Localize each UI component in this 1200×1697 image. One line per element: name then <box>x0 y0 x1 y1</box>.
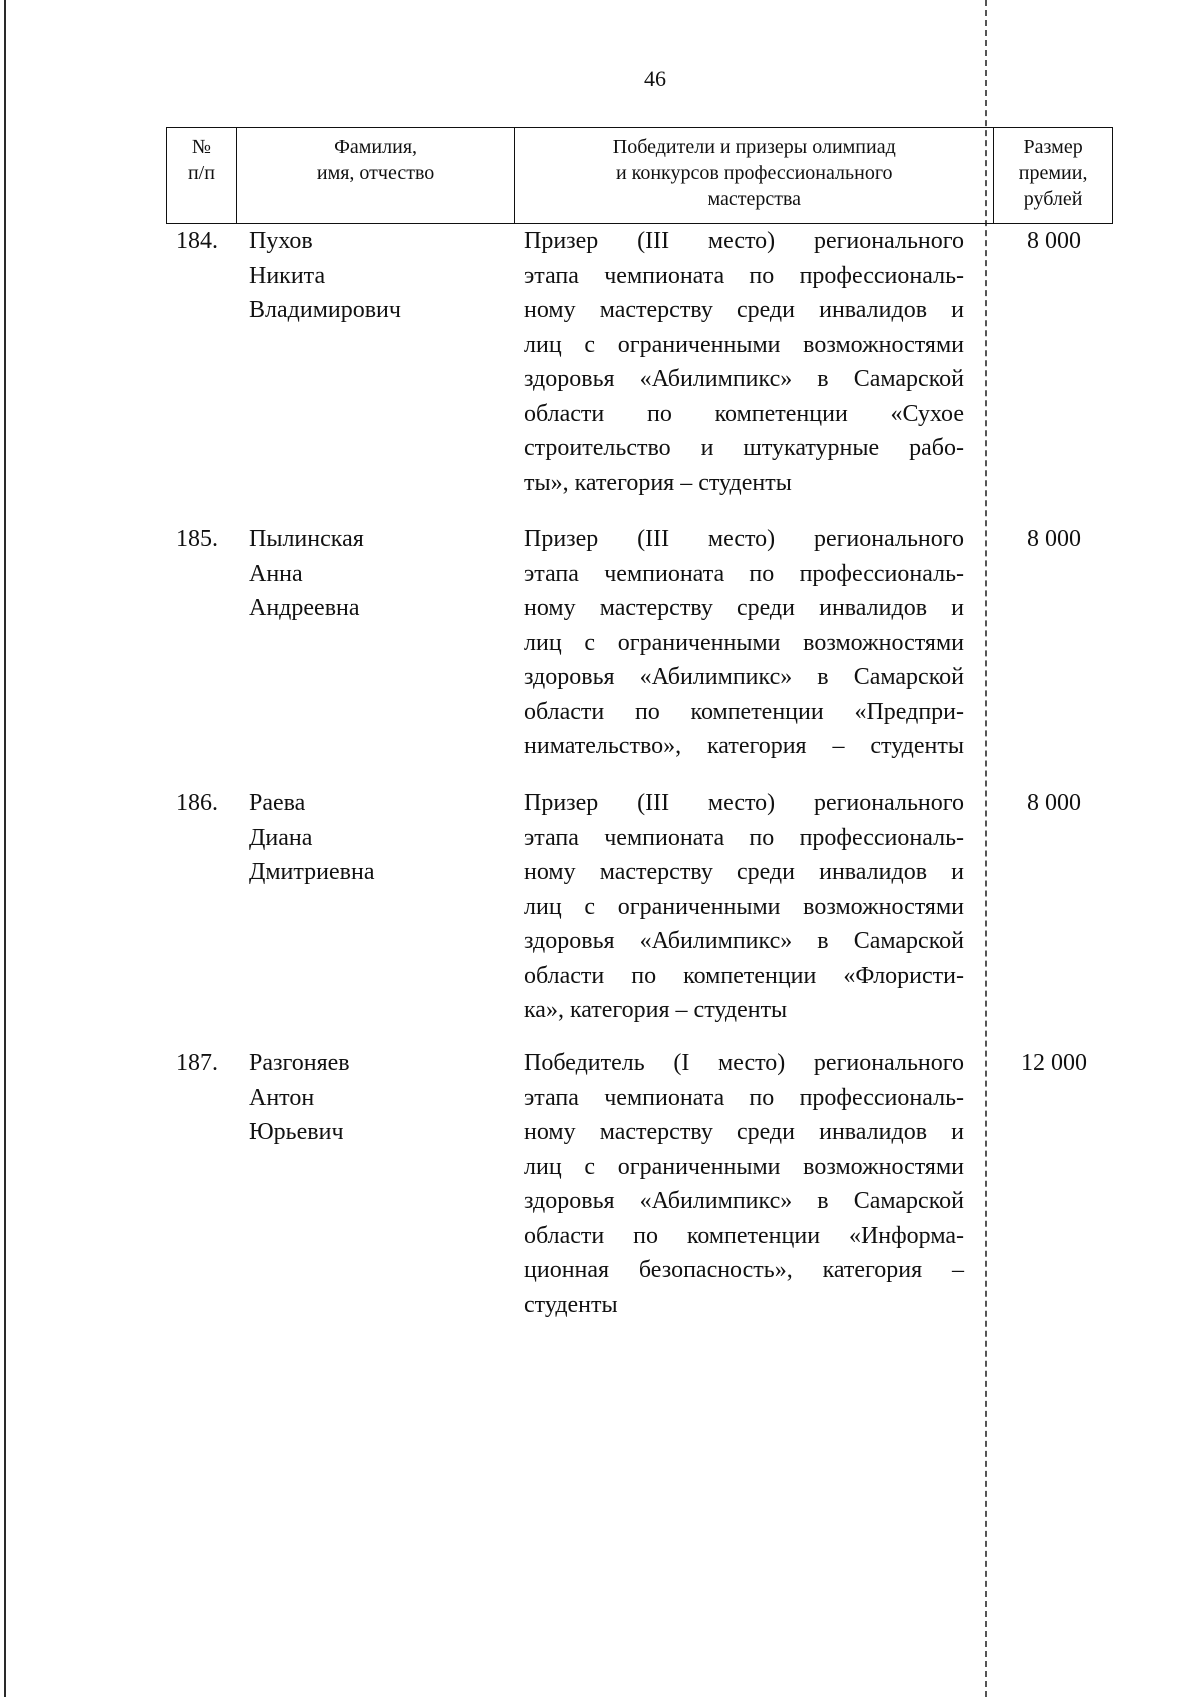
award-description <box>524 786 964 1028</box>
row-number: 186. <box>176 790 218 816</box>
row-number: 184. <box>176 228 218 254</box>
first-name: Анна <box>249 560 303 587</box>
fold-line <box>985 0 987 1697</box>
description-line: ка», категория – студенты <box>524 997 788 1023</box>
header-name-line: имя, отчество <box>316 162 435 184</box>
description-line: области по компетенции «Предпри- <box>524 698 964 725</box>
description-line: здоровья «Абилимпикс» в Самарской <box>524 664 964 690</box>
description-line: этапа чемпионата по профессиональ- <box>524 824 964 851</box>
description-line: здоровья «Абилимпикс» в Самарской <box>524 366 964 392</box>
description-line: области по компетенции «Сухое <box>524 400 964 427</box>
description-line: строительство и штукатурные рабо- <box>524 435 964 461</box>
header-amount <box>994 128 1112 223</box>
patronymic: Юрьевич <box>249 1119 344 1145</box>
award-description <box>524 224 964 500</box>
description-line: области по компетенции «Информа- <box>524 1222 964 1249</box>
award-amount: 12 000 <box>1021 1050 1087 1076</box>
description-line: этапа чемпионата по профессиональ- <box>524 1084 964 1111</box>
header-name <box>237 128 515 223</box>
patronymic: Андреевна <box>249 595 360 621</box>
description-line: здоровья «Абилимпикс» в Самарской <box>524 928 964 954</box>
award-amount: 8 000 <box>1027 526 1081 552</box>
description-line: ционная безопасность», категория – <box>524 1257 964 1283</box>
description-line: Призер (III место) регионального <box>524 228 964 254</box>
header-description <box>515 128 994 223</box>
header-number <box>167 128 237 223</box>
header-number-line: № <box>191 136 211 158</box>
surname: Раева <box>249 790 306 816</box>
person-name <box>249 786 509 890</box>
surname: Пылинская <box>249 526 364 552</box>
description-line: студенты <box>524 1291 618 1318</box>
description-line: ному мастерству среди инвалидов и <box>524 297 964 323</box>
page-edge <box>4 0 6 1697</box>
award-description <box>524 522 964 764</box>
description-line: нимательство», категория – студенты <box>524 733 964 759</box>
person-name <box>249 522 509 626</box>
surname: Пухов <box>249 228 313 254</box>
award-amount: 8 000 <box>1027 790 1081 816</box>
header-amount-line: премии, <box>1018 162 1088 184</box>
header-amount-line: Размер <box>1023 136 1083 158</box>
description-line: ному мастерству среди инвалидов и <box>524 1119 964 1145</box>
description-line: Призер (III место) регионального <box>524 526 964 552</box>
description-line: лиц с ограниченными возможностями <box>524 331 964 358</box>
description-line: области по компетенции «Флористи- <box>524 962 964 989</box>
description-line: лиц с ограниченными возможностями <box>524 629 964 656</box>
page-number: 46 <box>644 66 666 91</box>
first-name: Диана <box>249 824 313 851</box>
row-number: 185. <box>176 526 218 552</box>
patronymic: Владимирович <box>249 297 401 323</box>
surname: Разгоняев <box>249 1050 350 1076</box>
person-name <box>249 224 509 328</box>
description-line: ты», категория – студенты <box>524 469 792 496</box>
award-amount: 8 000 <box>1027 228 1081 254</box>
description-line: лиц с ограниченными возможностями <box>524 1153 964 1180</box>
header-description-line: мастерства <box>707 188 802 210</box>
header-description-line: Победители и призеры олимпиад <box>612 136 896 158</box>
first-name: Никита <box>249 262 326 289</box>
header-name-line: Фамилия, <box>334 136 418 158</box>
first-name: Антон <box>249 1084 315 1111</box>
description-line: этапа чемпионата по профессиональ- <box>524 560 964 587</box>
header-amount-line: рублей <box>1023 188 1083 210</box>
row-number: 187. <box>176 1050 218 1076</box>
description-line: ному мастерству среди инвалидов и <box>524 595 964 621</box>
description-line: Победитель (I место) регионального <box>524 1050 964 1076</box>
description-line: здоровья «Абилимпикс» в Самарской <box>524 1188 964 1214</box>
header-number-line: п/п <box>187 162 215 184</box>
description-line: Призер (III место) регионального <box>524 790 964 816</box>
patronymic: Дмитриевна <box>249 859 375 885</box>
table-header <box>166 127 1113 224</box>
description-line: этапа чемпионата по профессиональ- <box>524 262 964 289</box>
header-description-line: и конкурсов профессионального <box>615 162 893 184</box>
description-line: лиц с ограниченными возможностями <box>524 893 964 920</box>
person-name <box>249 1046 509 1150</box>
award-description <box>524 1046 964 1322</box>
description-line: ному мастерству среди инвалидов и <box>524 859 964 885</box>
